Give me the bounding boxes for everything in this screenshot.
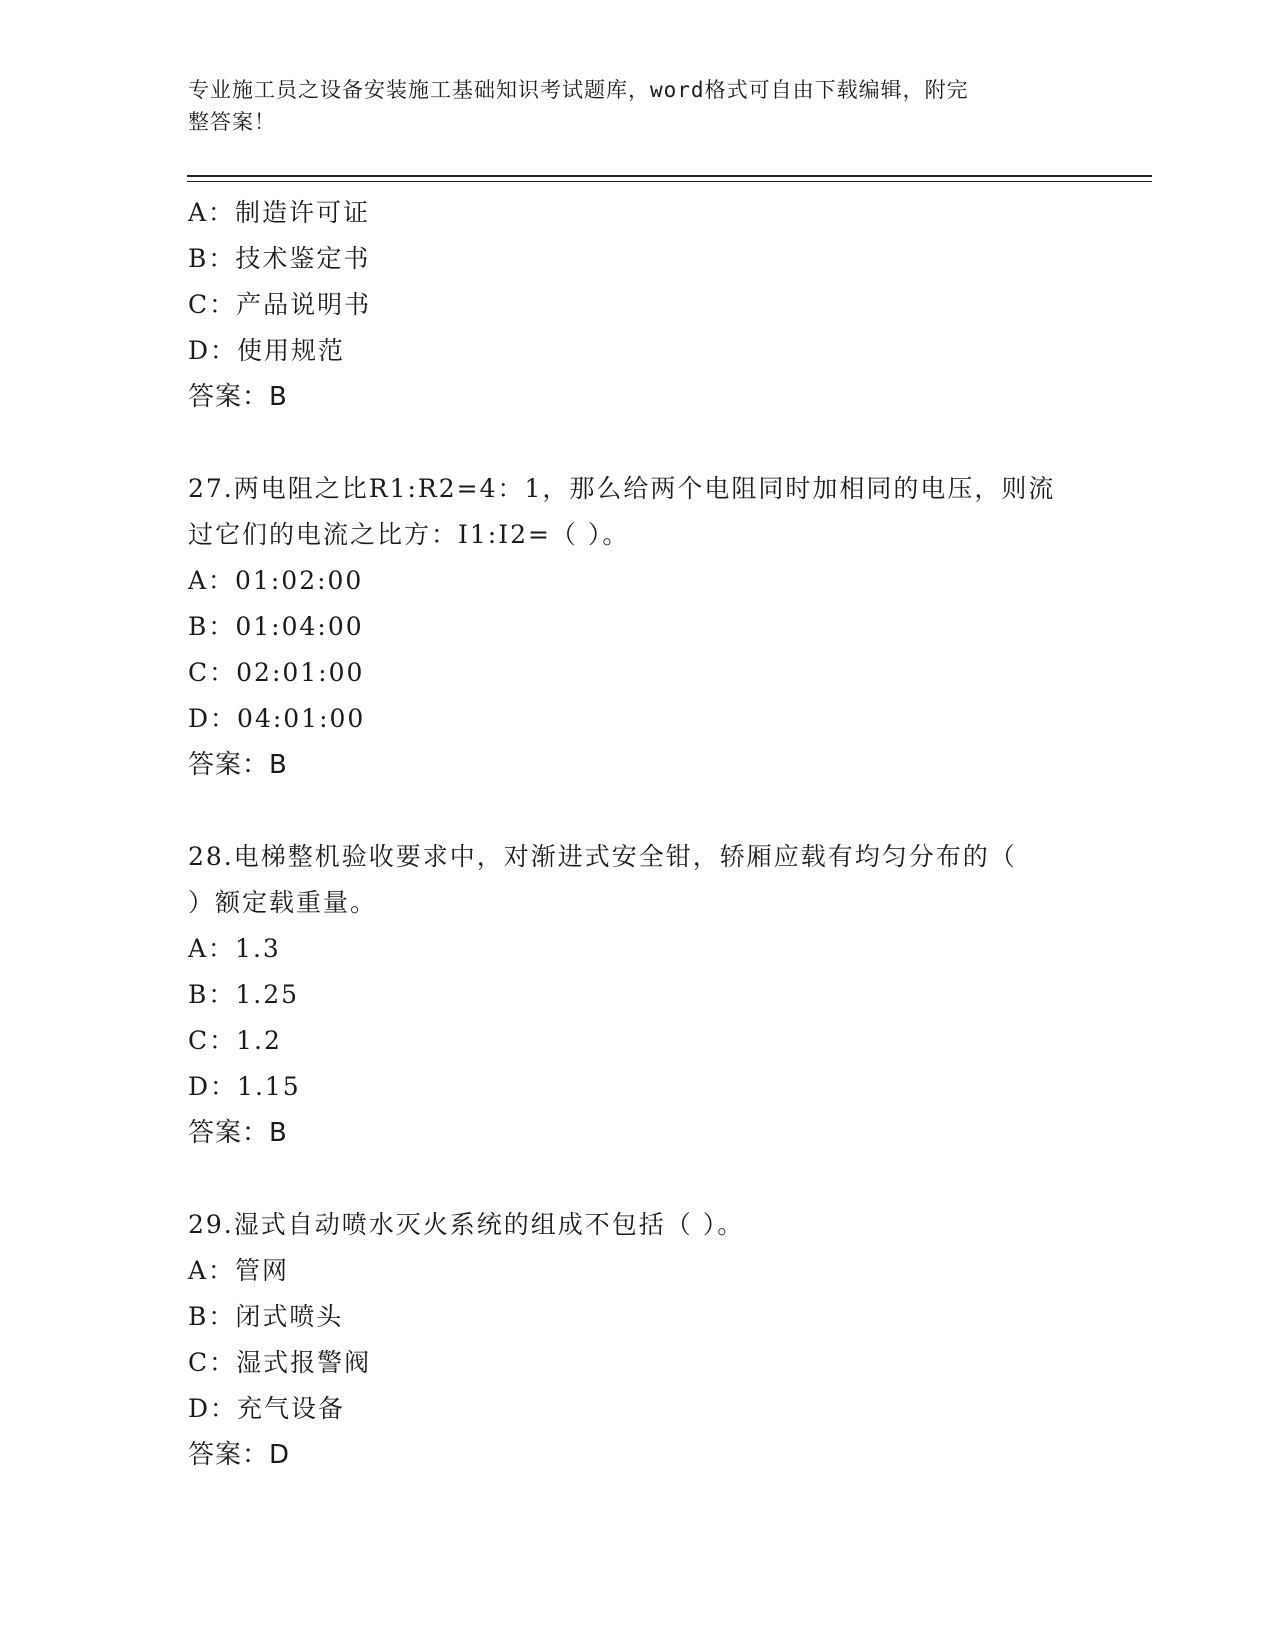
document-header: [188, 74, 1088, 138]
option-d: D：1.15: [188, 1072, 301, 1101]
question-list: [188, 190, 1088, 1478]
header-divider-thick: [187, 175, 1152, 177]
option-d: D：04:01:00: [188, 704, 366, 733]
question-text-line-2: 过它们的电流之比方：I1:I2=（ ）。: [188, 520, 630, 549]
option-c: C：湿式报警阀: [188, 1348, 372, 1377]
option-a: A：管网: [188, 1256, 290, 1285]
spacer: [188, 1156, 1088, 1202]
question-text-line-1: 29.湿式自动喷水灭火系统的组成不包括（ ）。: [188, 1210, 745, 1239]
question-28: [188, 834, 1088, 1156]
question-text-line-2: ）额定载重量。: [188, 888, 378, 917]
header-divider-thin: [187, 181, 1152, 182]
question-29: [188, 1202, 1088, 1478]
answer: 答案：B: [188, 382, 288, 412]
option-d: D：充气设备: [188, 1394, 346, 1423]
question-text-line-1: 27.两电阻之比R1:R2=4：1，那么给两个电阻同时加相同的电压，则流: [188, 474, 1056, 503]
option-c: C：02:01:00: [188, 658, 365, 687]
spacer: [188, 420, 1088, 466]
option-a: A：1.3: [188, 934, 281, 963]
option-a: A：01:02:00: [188, 566, 364, 595]
question-26: [188, 190, 1088, 420]
question-text-line-1: 28.电梯整机验收要求中，对渐进式安全钳，轿厢应载有均匀分布的（: [188, 842, 1017, 871]
option-a: A：制造许可证: [188, 198, 371, 227]
option-d: D：使用规范: [188, 336, 346, 365]
header-line-2: 整答案！: [188, 110, 276, 134]
answer: 答案：B: [188, 750, 288, 780]
answer: 答案：D: [188, 1440, 291, 1470]
question-27: [188, 466, 1088, 788]
spacer: [188, 788, 1088, 834]
option-c: C：1.2: [188, 1026, 282, 1055]
answer: 答案：B: [188, 1118, 288, 1148]
option-b: B：闭式喷头: [188, 1302, 344, 1331]
option-c: C：产品说明书: [188, 290, 372, 319]
option-b: B：01:04:00: [188, 612, 364, 641]
header-line-1: 专业施工员之设备安装施工基础知识考试题库，word格式可自由下载编辑，附完: [188, 78, 969, 102]
option-b: B：技术鉴定书: [188, 244, 371, 273]
option-b: B：1.25: [188, 980, 300, 1009]
